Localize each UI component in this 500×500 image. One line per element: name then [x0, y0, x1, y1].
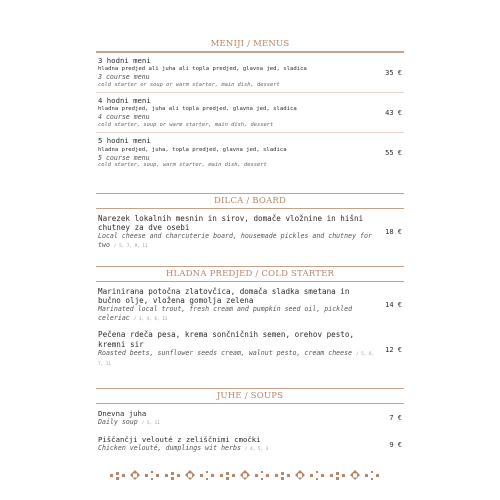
allergens: / 4, 5, 3 — [244, 446, 269, 452]
item-name: Pečena rdeča pesa, krema sončničnih semen, orehov pesto, kremni sir — [98, 330, 355, 349]
section-title: MENIJI / MENUS — [96, 37, 404, 52]
section-soups — [96, 388, 404, 457]
item-name: Dnevna juha — [98, 409, 147, 418]
section-menus — [96, 37, 404, 173]
item-name-en: Daily soup / 5, 11 — [98, 418, 160, 427]
menu-item — [96, 52, 404, 93]
menu-item — [96, 404, 404, 432]
item-name-en: 4 course menu — [98, 113, 150, 122]
item-name-en: Local cheese and charcuterie board, housemade pickles and chutney for two / 5, 7, 9, 11 — [98, 232, 372, 249]
menu-item — [96, 209, 404, 254]
item-price: 7 € — [389, 413, 402, 422]
section-cold-starter — [96, 266, 404, 373]
menu-page — [96, 0, 404, 500]
folk-ornament-icon — [110, 468, 390, 482]
item-description-en: cold starter, soup or warm starter, main dish, dessert — [98, 121, 274, 128]
section-title: JUHE / SOUPS — [96, 388, 404, 404]
menu-item — [96, 327, 404, 372]
item-price: 12 € — [385, 346, 402, 355]
item-price: 43 € — [385, 108, 402, 117]
item-name-en: Chicken velouté, dumplings wit herbs / 4, 5, 3 — [98, 443, 269, 452]
allergens: / 5, 7, 9, 11 — [113, 243, 148, 249]
item-name-en: Marinated local trout, fresh cream and pumpkin seed oil, pickled celeriac / 3, 4, 6, 11 — [98, 305, 353, 322]
item-name-en: Roasted beets, sunflower seeds cream, walnut pesto, cream cheese / 5, 6, 7, 11 — [98, 348, 375, 368]
item-price: 14 € — [385, 300, 402, 309]
item-price: 35 € — [385, 68, 402, 77]
item-price: 9 € — [389, 440, 402, 449]
item-name: 4 hodni meni — [98, 96, 151, 106]
item-name: 5 hodni meni — [98, 136, 151, 146]
item-description: hladna predjed, juha, topla predjed, glavna jed, sladica — [98, 146, 287, 153]
item-description-en: cold starter or soup or warm starter, main dish, dessert — [98, 81, 280, 88]
menu-item — [96, 93, 404, 133]
item-name: Piščančji velouté z zeliščnimi cmočki — [98, 434, 261, 444]
section-title: HLADNA PREDJED / COLD STARTER — [96, 266, 404, 282]
allergens: / 3, 4, 6, 11 — [133, 316, 168, 322]
item-name: Marinirana potočna zlatovčica, domača sladka smetana in bučno olje, vložena gomolja zelena — [98, 287, 350, 306]
item-price: 55 € — [385, 149, 402, 157]
item-name: Narezek lokalnih mesnin in sirov, domače vložnine in hišni chutney za dve osebi — [98, 214, 364, 233]
item-name: 3 hodni meni — [98, 56, 151, 65]
item-description-en: cold starter, soup, warm starter, main dish, dessert — [98, 162, 267, 169]
item-name-en: 5 course menu — [98, 153, 150, 162]
section-board — [96, 193, 404, 254]
item-name-en: 3 course menu — [98, 73, 150, 82]
item-price: 18 € — [385, 227, 402, 236]
section-title: DILCA / BOARD — [96, 193, 404, 209]
menu-item — [96, 432, 404, 458]
allergens: / 5, 6, 7, 11 — [98, 351, 375, 368]
item-description: hladna predjed ali juha ali topla predjed, glavna jed, sladica — [98, 66, 307, 73]
item-description: hladna predjed, juha ali topla predjed, glavna jed, sladica — [98, 106, 297, 113]
allergens: / 5, 11 — [141, 421, 160, 427]
menu-item — [96, 282, 404, 327]
menu-item — [96, 133, 404, 172]
